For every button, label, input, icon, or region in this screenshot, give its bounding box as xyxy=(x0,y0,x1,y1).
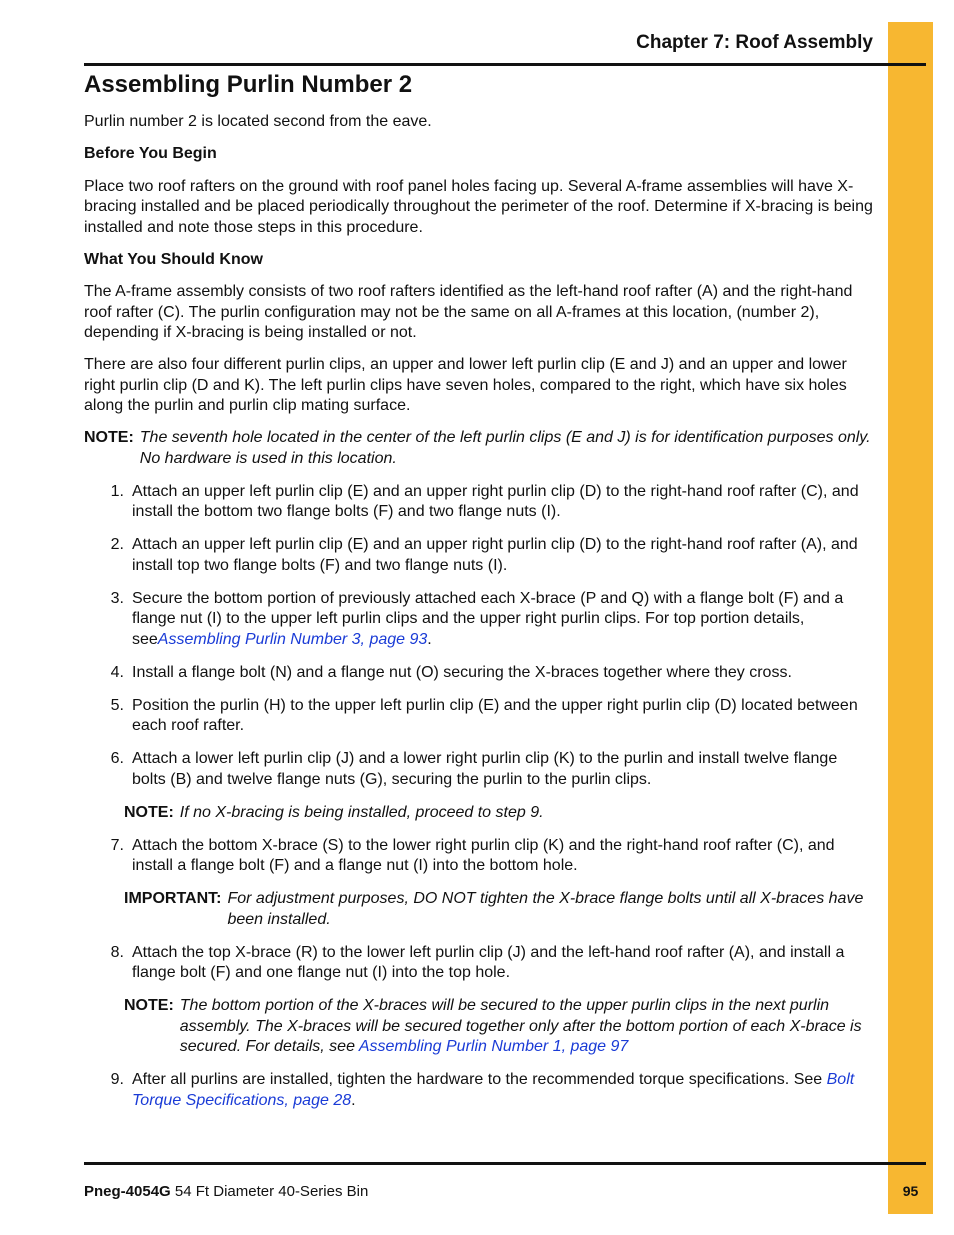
step-number: 5. xyxy=(110,696,124,714)
step-text: Secure the bottom portion of previously attached each X-brace (P and Q) with a flange bolt (F) and a flange nut (I) to the upper left purlin clips and the upper right purlin clips. For top portion details, see xyxy=(132,589,844,648)
step-item xyxy=(84,696,874,737)
step-number: 3. xyxy=(110,589,124,607)
step-item xyxy=(84,663,874,684)
step-number: 1. xyxy=(110,482,124,500)
step-text: Attach the top X-brace (R) to the lower left purlin clip (J) and the left-hand roof rafter (A), and install a flange bolt (F) and one flange nut (I) into the top hole. xyxy=(132,943,845,981)
chapter-tab xyxy=(888,22,933,1214)
before-heading: Before You Begin xyxy=(84,145,217,162)
page-title: Assembling Purlin Number 2 xyxy=(84,71,413,98)
step-number: 4. xyxy=(110,663,124,681)
note-text: If no X-bracing is being installed, proceed to step 9. xyxy=(179,803,544,821)
step-text: Install a flange bolt (N) and a flange nut (O) securing the X-braces together where they cross. xyxy=(132,663,792,681)
header-rule xyxy=(84,63,926,66)
footer-doc-id: Pneg-4054G xyxy=(84,1183,171,1200)
know-heading: What You Should Know xyxy=(84,250,263,268)
steps-list xyxy=(84,482,874,791)
know-paragraph-1: The A-frame assembly consists of two roof rafters identified as the left-hand roof rafter (A) and the right-hand roof rafter (C). The purlin configuration may not be the same on all A-frames at this location, (number 2), depending if X-bracing is being installed or not. xyxy=(84,283,853,341)
footer-doc xyxy=(84,1183,368,1200)
note-label: NOTE: xyxy=(84,429,134,446)
link-bolt-torque[interactable]: Bolt Torque Specifications, page 28 xyxy=(132,1071,855,1109)
chapter-title: Chapter 7: Roof Assembly xyxy=(636,32,873,53)
step-item: 9. After all purlins are installed, tighten the hardware to the recommended torque specifications. See Bolt Torque Specifications, page 28. xyxy=(84,1070,874,1111)
steps-list-continued-3 xyxy=(84,1070,874,1111)
step-number: 7. xyxy=(110,836,124,854)
step-text: Attach an upper left purlin clip (E) and an upper right purlin clip (D) to the right-hand roof rafter (C), and install the bottom two flange bolts (F) and two flange nuts (I). xyxy=(132,482,859,520)
note-step-8 xyxy=(124,996,874,1058)
note-step-6 xyxy=(124,803,874,824)
link-purlin-1[interactable]: Assembling Purlin Number 1, page 97 xyxy=(358,1038,629,1055)
page-number: 95 xyxy=(902,1183,919,1199)
step-number: 2. xyxy=(110,536,124,553)
step-item xyxy=(84,749,874,790)
step-number: 8. xyxy=(110,943,124,961)
note-text: The seventh hole located in the center of the left purlin clips (E and J) is for identification purposes only. No hardware is used in this location. xyxy=(139,429,871,467)
important-label: IMPORTANT: xyxy=(124,890,222,907)
note-label: NOTE: xyxy=(124,997,174,1014)
intro-paragraph: Purlin number 2 is located second from the eave. xyxy=(84,113,432,130)
footer-doc-title: 54 Ft Diameter 40-Series Bin xyxy=(174,1183,369,1200)
steps-list-continued xyxy=(84,836,874,877)
page-content xyxy=(84,70,874,1124)
step-text: Position the purlin (H) to the upper left purlin clip (E) and the upper right purlin clip (D) located between each roof rafter. xyxy=(132,696,858,734)
step-text: Attach a lower left purlin clip (J) and a lower right purlin clip (K) to the purlin and install twelve flange bolts (B) and twelve flange nuts (G), securing the purlin to the purlin clips. xyxy=(132,750,838,788)
step-number: 6. xyxy=(110,750,124,767)
footer-rule xyxy=(84,1162,926,1165)
note-text: The bottom portion of the X-braces will be secured to the upper purlin clips in the next purlin assembly. The X-braces will be secured together only after the bottom portion of each X-brace is secured. For details, see xyxy=(179,997,862,1055)
step-item xyxy=(84,836,874,877)
important-step-7 xyxy=(124,889,874,930)
know-paragraph-2: There are also four different purlin clips, an upper and lower left purlin clip (E and J) and an upper and lower right purlin clip (D and K). The left purlin clips have seven holes, compared to the right, which have six holes along the purlin and purlin clip mating surface. xyxy=(84,356,847,414)
step-item xyxy=(84,482,874,523)
step-item xyxy=(84,943,874,984)
steps-list-continued-2 xyxy=(84,943,874,984)
step-text: Attach the bottom X-brace (S) to the lower right purlin clip (K) and the right-hand roof rafter (C), and install a flange bolt (F) and a flange nut (I) into the bottom hole. xyxy=(132,836,835,874)
step-item: 3. Secure the bottom portion of previously attached each X-brace (P and Q) with a flange bolt (F) and a flange nut (I) to the upper left purlin clips and the upper right purlin clips. For top portion details, seeAssembling Purlin Number 3, page 93. xyxy=(84,589,874,651)
note-label: NOTE: xyxy=(124,803,174,821)
step-text: Attach an upper left purlin clip (E) and an upper right purlin clip (D) to the right-hand roof rafter (A), and install top two flange bolts (F) and two flange nuts (I). xyxy=(132,536,858,574)
link-purlin-3[interactable]: Assembling Purlin Number 3, page 93 xyxy=(157,630,428,648)
note-block xyxy=(84,428,874,469)
important-text: For adjustment purposes, DO NOT tighten the X-brace flange bolts until all X-braces have been installed. xyxy=(227,890,864,928)
before-paragraph: Place two roof rafters on the ground with roof panel holes facing up. Several A-frame assemblies will have X-bracing installed and be placed periodically throughout the perimeter of the roof. Determine if X-bracing is being installed and note those steps in this procedure. xyxy=(84,177,873,236)
step-text: After all purlins are installed, tighten the hardware to the recommended torque specifications. See xyxy=(132,1071,823,1088)
step-item xyxy=(84,535,874,576)
step-number: 9. xyxy=(110,1071,124,1088)
